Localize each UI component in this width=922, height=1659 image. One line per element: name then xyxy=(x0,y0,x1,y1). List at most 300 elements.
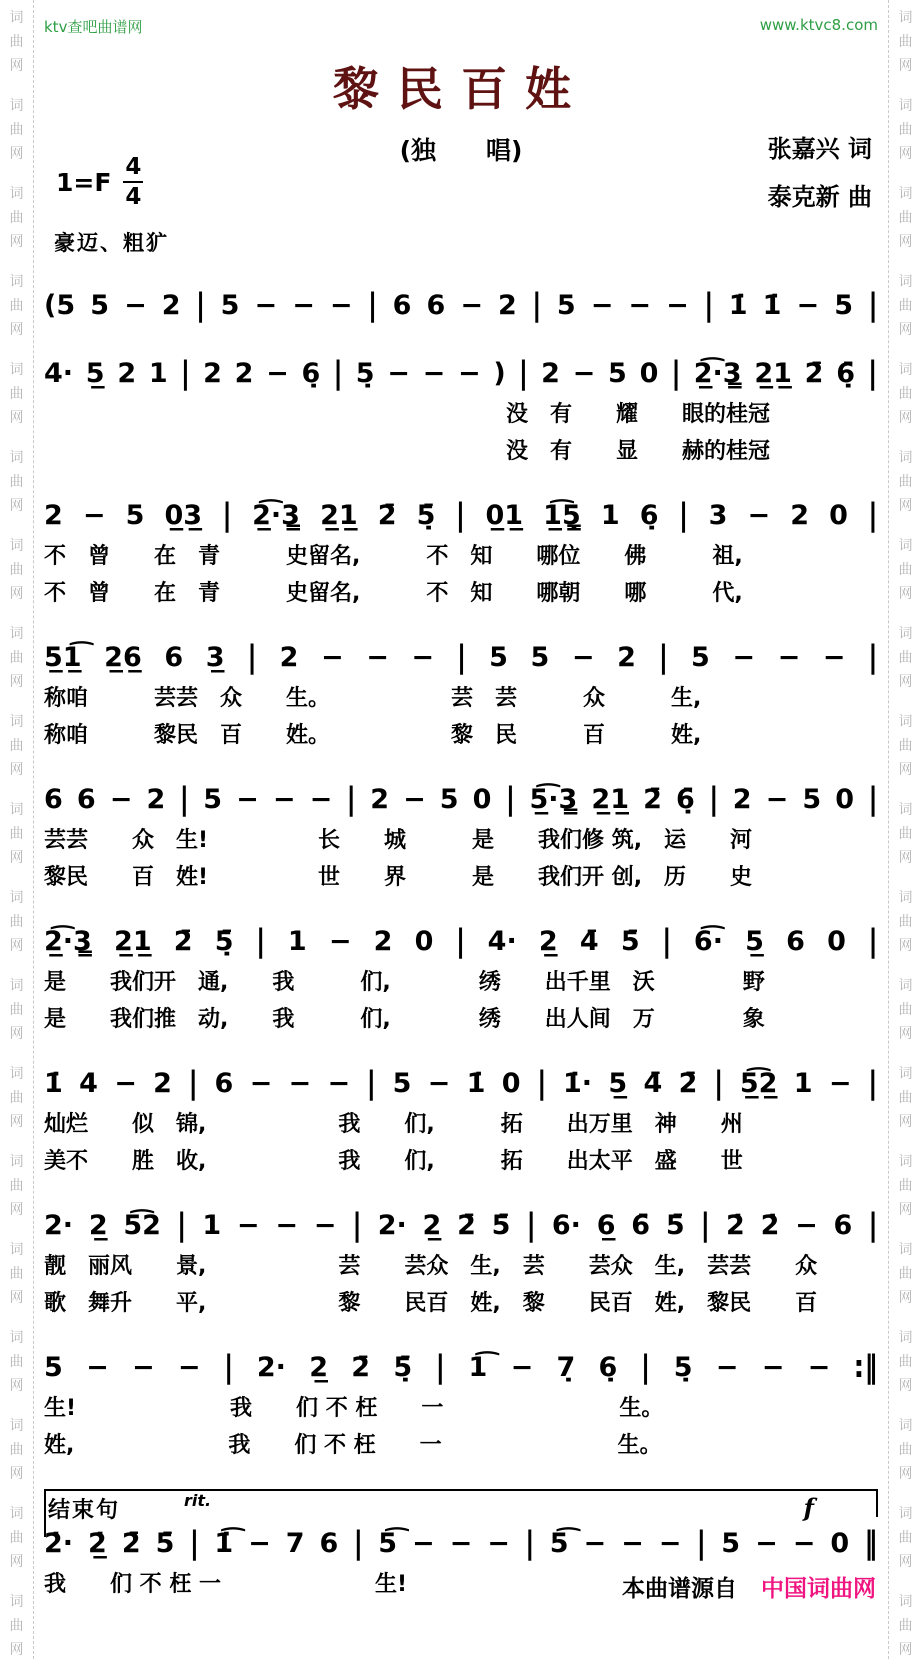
barline: | xyxy=(536,1065,547,1102)
barline: | xyxy=(247,639,257,676)
note-token: 6͡· xyxy=(693,926,723,958)
note-token: − xyxy=(571,642,595,674)
note-token: ) xyxy=(493,358,506,390)
site-link-right[interactable]: www.ktvc8.com xyxy=(759,16,878,34)
notation-line xyxy=(44,351,878,395)
watermark-text: 词 曲 网 xyxy=(9,450,24,514)
lyric-line: 是 我们开 通, 我 们, 绣 出千里 沃 野 xyxy=(44,970,765,995)
barline: | xyxy=(524,1525,535,1562)
note-token: 0 xyxy=(827,926,846,958)
barline: | xyxy=(188,1065,199,1102)
watermark-text: 词 曲 网 xyxy=(9,1242,24,1306)
footer-credit xyxy=(622,1570,876,1603)
note-token: − xyxy=(666,290,689,322)
time-signature xyxy=(123,155,143,209)
note-token: 5 xyxy=(608,358,627,390)
note-token: 2̄ xyxy=(643,784,662,816)
lyric-line: 不 曾 在 青 史留名, 不 知 哪朝 哪 代, xyxy=(44,581,743,606)
fraction-line xyxy=(123,181,143,183)
barline: | xyxy=(671,355,681,392)
note-token: 2 xyxy=(541,358,560,390)
note-token: 5 xyxy=(690,642,710,674)
notation-line xyxy=(44,493,878,537)
barline: | xyxy=(867,1065,878,1102)
note-token: − xyxy=(572,358,596,390)
barline: | xyxy=(222,497,233,534)
watermark-text: 词 曲 网 xyxy=(9,1418,24,1482)
barline: | xyxy=(868,781,878,818)
watermark-text: 词 曲 网 xyxy=(898,626,913,690)
note-token: 5̄ xyxy=(620,926,640,958)
watermark-text: 词 曲 网 xyxy=(898,1418,913,1482)
music-system-4 xyxy=(44,635,878,753)
lyric-line: 姓, 我 们 不 枉 一 生。 xyxy=(44,1433,662,1458)
music-system-8 xyxy=(44,1203,878,1321)
note-token: 1̲͡5̣̳ xyxy=(543,500,581,532)
note-token: 2̲͡·3̳ xyxy=(44,926,92,958)
music-system-2 xyxy=(44,351,878,469)
lyric-line: 没 有 耀 眼的桂冠 xyxy=(44,402,771,427)
watermark-text: 词 曲 网 xyxy=(898,714,913,778)
rit-marking: rit. xyxy=(184,1491,212,1510)
watermark-text: 词 曲 网 xyxy=(9,1154,24,1218)
note-token: 2 xyxy=(370,784,390,816)
barline: | xyxy=(346,781,357,818)
note-token: 6̣ xyxy=(639,500,659,532)
note-token: 1̇ xyxy=(44,1068,63,1100)
note-token: 2̇· xyxy=(44,1528,74,1560)
barline: | xyxy=(518,355,529,392)
notation-line xyxy=(44,1061,878,1105)
header-middle xyxy=(44,125,878,257)
note-token: 2̄ xyxy=(351,1352,371,1384)
lyric-line: 歌 舞升 平, 黎 民百 姓, 黎 民百 姓, 黎民 百 xyxy=(44,1291,818,1316)
note-token: − xyxy=(366,642,389,674)
final-barline: ‖ xyxy=(864,1525,878,1562)
music-system-7 xyxy=(44,1061,878,1179)
note-token: 0 xyxy=(639,358,659,390)
watermark-text: 词 曲 网 xyxy=(9,98,24,162)
note-token: 2· xyxy=(44,1210,74,1242)
music-systems xyxy=(44,283,878,1463)
note-token: 6 xyxy=(786,926,805,958)
note-token: 2 xyxy=(161,290,181,322)
site-link-left[interactable]: ktv查吧曲谱网 xyxy=(44,18,143,36)
note-token: 2̲ xyxy=(309,1352,328,1384)
lyric-line: 生! 我 们 不 枉 一 生。 xyxy=(44,1396,664,1421)
time-signature-bottom: 4 xyxy=(125,184,142,211)
note-token: 2 xyxy=(117,358,137,390)
note-token: 2· xyxy=(377,1210,407,1242)
note-token: − xyxy=(427,1068,451,1100)
barline: | xyxy=(531,287,542,324)
barline: | xyxy=(700,1207,711,1244)
note-token: 4· xyxy=(487,926,517,958)
barline: | xyxy=(333,355,343,392)
note-token: − xyxy=(828,1068,852,1100)
barline: | xyxy=(176,1207,187,1244)
notation-line xyxy=(44,1345,878,1389)
note-token: − xyxy=(460,290,483,322)
watermark-text: 词 曲 网 xyxy=(9,362,24,426)
note-token: − xyxy=(761,1352,785,1384)
note-token: 6 xyxy=(319,1528,339,1560)
watermark-text: 词 曲 网 xyxy=(898,10,913,74)
note-token: 0 xyxy=(830,1528,850,1560)
note-token: 2̲ xyxy=(422,1210,442,1242)
barline: | xyxy=(352,1207,362,1244)
note-token: − xyxy=(628,290,652,322)
note-token: 6̣̄ xyxy=(675,784,695,816)
note-token: − xyxy=(715,1352,739,1384)
watermark-text: 词 曲 网 xyxy=(898,802,913,866)
note-token: 2 xyxy=(279,642,299,674)
note-token: 2 xyxy=(498,290,517,322)
note-token: 4 xyxy=(79,1068,98,1100)
watermark-text: 词 曲 网 xyxy=(898,890,913,954)
note-token: − xyxy=(590,290,614,322)
note-token: 2̲6̲ xyxy=(104,642,142,674)
note-token: 5 xyxy=(90,290,110,322)
note-token: − xyxy=(313,1210,337,1242)
note-token: − xyxy=(320,642,344,674)
note-token: 6 xyxy=(392,290,412,322)
note-token: − xyxy=(403,784,426,816)
lyric-line: 称咱 芸芸 众 生。 芸 芸 众 生, xyxy=(44,686,702,711)
note-token: 5 xyxy=(125,500,145,532)
note-token: − xyxy=(236,784,259,816)
note-token: − xyxy=(411,642,435,674)
music-system-1 xyxy=(44,283,878,327)
watermark-text: 词 曲 网 xyxy=(9,1330,24,1394)
note-token: 0̲3̲ xyxy=(164,500,203,532)
barline: | xyxy=(367,287,378,324)
lyric-line: 黎民 百 姓! 世 界 是 我们开 创, 历 史 xyxy=(44,865,753,890)
note-token: 2 xyxy=(44,500,63,532)
note-token: 6 xyxy=(44,784,63,816)
note-token: 5 xyxy=(802,784,822,816)
watermark-text: 词 曲 网 xyxy=(898,450,913,514)
barline: | xyxy=(179,781,190,818)
note-token: 2̲̇ xyxy=(88,1528,107,1560)
note-token: 5̣̄ xyxy=(393,1352,413,1384)
note-token: − xyxy=(795,1210,818,1242)
note-token: 1 xyxy=(287,926,307,958)
note-token: 1̇ xyxy=(466,1068,486,1100)
note-token: 5͡2 xyxy=(123,1210,161,1242)
note-token: 0 xyxy=(472,784,492,816)
music-system-6 xyxy=(44,919,878,1037)
note-token: 2̄ xyxy=(678,1068,698,1100)
note-token: − xyxy=(248,1528,271,1560)
lyric-line: 芸芸 众 生! 长 城 是 我们修 筑, 运 河 xyxy=(44,828,753,853)
note-token: 2̲1̲ xyxy=(591,784,629,816)
note-token: 2̇ xyxy=(726,1210,745,1242)
score-content xyxy=(44,0,878,1659)
watermark-text: 词 曲 网 xyxy=(898,538,913,602)
note-token: 7̣ xyxy=(556,1352,576,1384)
repeat-barline: :‖ xyxy=(853,1349,878,1386)
ending-bracket xyxy=(44,1489,878,1523)
watermark-text: 词 曲 网 xyxy=(898,1154,913,1218)
note-token: 2̄ xyxy=(377,500,397,532)
barline: | xyxy=(455,497,466,534)
lyric-line: 是 我们推 动, 我 们, 绣 出人间 万 象 xyxy=(44,1007,765,1032)
note-token: 5̣ xyxy=(355,358,375,390)
note-token: 4̄ xyxy=(643,1068,663,1100)
note-token: 2 xyxy=(790,500,809,532)
note-token: 2̲1̲ xyxy=(114,926,152,958)
barline: | xyxy=(526,1207,537,1244)
watermark-text: 词 曲 网 xyxy=(9,1066,24,1130)
watermark-text: 词 曲 网 xyxy=(898,1066,913,1130)
note-token: 0 xyxy=(829,500,848,532)
note-token: 2̲͡·3̳ xyxy=(693,358,742,390)
note-token: − xyxy=(327,1068,351,1100)
note-token: − xyxy=(658,1528,682,1560)
note-token: 1̇͡ xyxy=(214,1528,234,1560)
watermark-text: 词 曲 网 xyxy=(9,538,24,602)
note-token: − xyxy=(387,358,410,390)
key-label: 1=F xyxy=(56,167,112,197)
barline: | xyxy=(678,497,689,534)
music-system-3 xyxy=(44,493,878,611)
barline: | xyxy=(658,639,669,676)
note-token: 6 xyxy=(426,290,446,322)
note-token: 5̄ xyxy=(155,1528,175,1560)
footer-site-link[interactable]: 中国词曲网 xyxy=(761,1576,876,1602)
ending-label: 结束句 xyxy=(48,1498,121,1523)
note-token: 2̲1̲ xyxy=(320,500,358,532)
note-token: 5 xyxy=(834,290,854,322)
note-token: 6̣ xyxy=(598,1352,618,1384)
note-token: 0 xyxy=(835,784,855,816)
note-token: 5 xyxy=(220,290,240,322)
barline: | xyxy=(366,1065,377,1102)
note-token: 2· xyxy=(256,1352,286,1384)
note-token: − xyxy=(82,500,106,532)
watermark-text: 词 曲 网 xyxy=(9,1594,24,1658)
note-token: − xyxy=(732,642,755,674)
tempo-marking: 豪迈、粗犷 xyxy=(54,231,169,255)
note-token: − xyxy=(510,1352,534,1384)
note-token: (5 xyxy=(44,290,76,322)
note-token: 2̄ xyxy=(804,358,824,390)
watermark-text: 词 曲 网 xyxy=(9,626,24,690)
barline: | xyxy=(180,355,191,392)
note-token: − xyxy=(412,1528,435,1560)
note-token: 6̄ xyxy=(631,1210,651,1242)
barline: | xyxy=(708,781,719,818)
lyric-line: 没 有 显 赫的桂冠 xyxy=(44,439,771,464)
note-token: − xyxy=(288,1068,312,1100)
barline: | xyxy=(435,1349,446,1386)
note-token: − xyxy=(777,642,801,674)
barline: | xyxy=(455,923,466,960)
lyric-line: 美不 胜 收, 我 们, 拓 出太平 盛 世 xyxy=(44,1149,743,1174)
note-token: − xyxy=(272,784,296,816)
watermark-text: 词 曲 网 xyxy=(898,98,913,162)
note-token: 5 xyxy=(439,784,459,816)
note-token: 5 xyxy=(203,784,223,816)
note-token: − xyxy=(114,1068,137,1100)
note-token: 1̇ xyxy=(762,290,782,322)
note-token: 6̣̄ xyxy=(836,358,855,390)
note-token: 2̄ xyxy=(457,1210,476,1242)
top-links-row xyxy=(44,16,878,37)
barline: | xyxy=(195,287,206,324)
note-token: 5 xyxy=(392,1068,412,1100)
note-token: 2 xyxy=(732,784,752,816)
watermark-text: 词 曲 网 xyxy=(9,802,24,866)
watermark-text: 词 曲 网 xyxy=(898,186,913,250)
watermark-text: 词 曲 网 xyxy=(898,1330,913,1394)
note-token: 5̄ xyxy=(665,1210,685,1242)
note-token: − xyxy=(765,784,789,816)
composer-credit: 泰克新 曲 xyxy=(767,183,872,211)
note-token: − xyxy=(329,290,353,322)
note-token: 0 xyxy=(501,1068,521,1100)
barline: | xyxy=(703,287,714,324)
note-token: 5̲ xyxy=(745,926,764,958)
note-token: 6 xyxy=(214,1068,234,1100)
note-token: − xyxy=(822,642,846,674)
song-subtitle: (独 唱) xyxy=(399,136,523,165)
note-token: 2̲ xyxy=(538,926,558,958)
note-token: 3 xyxy=(708,500,728,532)
note-token: − xyxy=(177,1352,201,1384)
barline: | xyxy=(868,1207,878,1244)
note-token: 5͡ xyxy=(549,1528,569,1560)
lyricist-credit: 张嘉兴 词 xyxy=(767,135,872,163)
note-token: − xyxy=(86,1352,109,1384)
watermark-text: 词 曲 网 xyxy=(898,1594,913,1658)
note-token: 2 xyxy=(617,642,636,674)
watermark-text: 词 曲 网 xyxy=(9,274,24,338)
notation-line xyxy=(44,919,878,963)
barline: | xyxy=(661,923,672,960)
note-token: 0̲1̲ xyxy=(485,500,524,532)
note-token: 5 xyxy=(721,1528,741,1560)
note-token: 2̇ xyxy=(760,1210,780,1242)
barline: | xyxy=(505,781,516,818)
note-token: 7 xyxy=(285,1528,305,1560)
note-token: 6· xyxy=(551,1210,581,1242)
barline: | xyxy=(255,923,266,960)
note-token: − xyxy=(236,1210,260,1242)
note-token: 1̇· xyxy=(563,1068,593,1100)
note-token: 1 xyxy=(600,500,620,532)
note-token: − xyxy=(249,1068,273,1100)
note-token: − xyxy=(124,290,147,322)
barline: | xyxy=(696,1525,707,1562)
note-token: 5̲͡2̲ xyxy=(739,1068,778,1100)
note-token: − xyxy=(109,784,133,816)
note-token: 5 xyxy=(489,642,508,674)
note-token: 6 xyxy=(833,1210,853,1242)
note-token: 6̲ xyxy=(596,1210,616,1242)
watermark-text: 词 曲 网 xyxy=(9,186,24,250)
note-token: − xyxy=(621,1528,644,1560)
note-token: 5 xyxy=(44,1352,63,1384)
note-token: 4· xyxy=(44,358,74,390)
note-token: 6̣ xyxy=(301,358,321,390)
key-signature xyxy=(56,155,143,209)
note-token: − xyxy=(796,290,820,322)
note-token: 2 xyxy=(146,784,166,816)
note-token: 2̄ xyxy=(173,926,193,958)
lyric-line: 我 们 不 枉 一 生! xyxy=(44,1572,408,1597)
note-token: 5 xyxy=(556,290,576,322)
note-token: 6 xyxy=(76,784,96,816)
note-token: 5̲͡·3̳ xyxy=(529,784,578,816)
note-token: 1͡ xyxy=(468,1352,488,1384)
note-token: 4̄ xyxy=(579,926,599,958)
note-token: 5̲1̲͡ xyxy=(44,642,82,674)
lyric-line: 不 曾 在 青 史留名, 不 知 哪位 佛 祖, xyxy=(44,544,743,569)
note-token: − xyxy=(487,1528,510,1560)
watermark-text: 词 曲 网 xyxy=(898,978,913,1042)
note-token: 5̲ xyxy=(85,358,105,390)
note-token: 5̲ xyxy=(608,1068,628,1100)
barline: | xyxy=(456,639,467,676)
watermark-text: 词 曲 网 xyxy=(898,1506,913,1570)
notation-line xyxy=(44,1203,878,1247)
note-token: − xyxy=(275,1210,298,1242)
note-token: 2̲1̲ xyxy=(754,358,792,390)
note-token: − xyxy=(458,358,481,390)
note-token: − xyxy=(328,926,352,958)
note-token: − xyxy=(755,1528,778,1560)
barline: | xyxy=(713,1065,724,1102)
footer-source-prefix: 本曲谱源自 xyxy=(621,1576,737,1602)
barline: | xyxy=(868,639,878,676)
watermark-text: 词 曲 网 xyxy=(898,1242,913,1306)
watermark-text: 词 曲 网 xyxy=(9,890,24,954)
note-token: − xyxy=(266,358,289,390)
barline: | xyxy=(868,287,878,324)
note-token: − xyxy=(254,290,278,322)
note-token: − xyxy=(449,1528,473,1560)
barline: | xyxy=(223,1349,234,1386)
barline: | xyxy=(867,355,878,392)
notation-line xyxy=(44,777,878,821)
note-token: − xyxy=(583,1528,607,1560)
note-token: − xyxy=(292,290,315,322)
note-token: 5͡ xyxy=(378,1528,397,1560)
note-token: 2 xyxy=(373,926,393,958)
watermark-text: 词 曲 网 xyxy=(9,10,24,74)
note-token: 2̲ xyxy=(88,1210,108,1242)
note-token: 1 xyxy=(148,358,168,390)
note-token: − xyxy=(309,784,333,816)
lyric-line: 称咱 黎民 百 姓。 黎 民 百 姓, xyxy=(44,723,702,748)
note-token: 2̄̇ xyxy=(121,1528,141,1560)
watermark-text: 词 曲 网 xyxy=(9,978,24,1042)
time-signature-top: 4 xyxy=(125,154,142,180)
lyric-line: 靓 丽风 景, 芸 芸众 生, 芸 芸众 生, 芸芸 众 xyxy=(44,1254,818,1279)
barline: | xyxy=(868,923,878,960)
note-token: − xyxy=(131,1352,155,1384)
note-token: 3̲ xyxy=(205,642,225,674)
watermark-text: 词 曲 网 xyxy=(898,274,913,338)
note-token: 0 xyxy=(414,926,434,958)
note-token: 5 xyxy=(530,642,550,674)
lyric-line: 灿烂 似 锦, 我 们, 拓 出万里 神 州 xyxy=(44,1112,743,1137)
note-token: 1 xyxy=(202,1210,222,1242)
notation-line xyxy=(44,283,878,327)
notation-line xyxy=(44,635,878,679)
